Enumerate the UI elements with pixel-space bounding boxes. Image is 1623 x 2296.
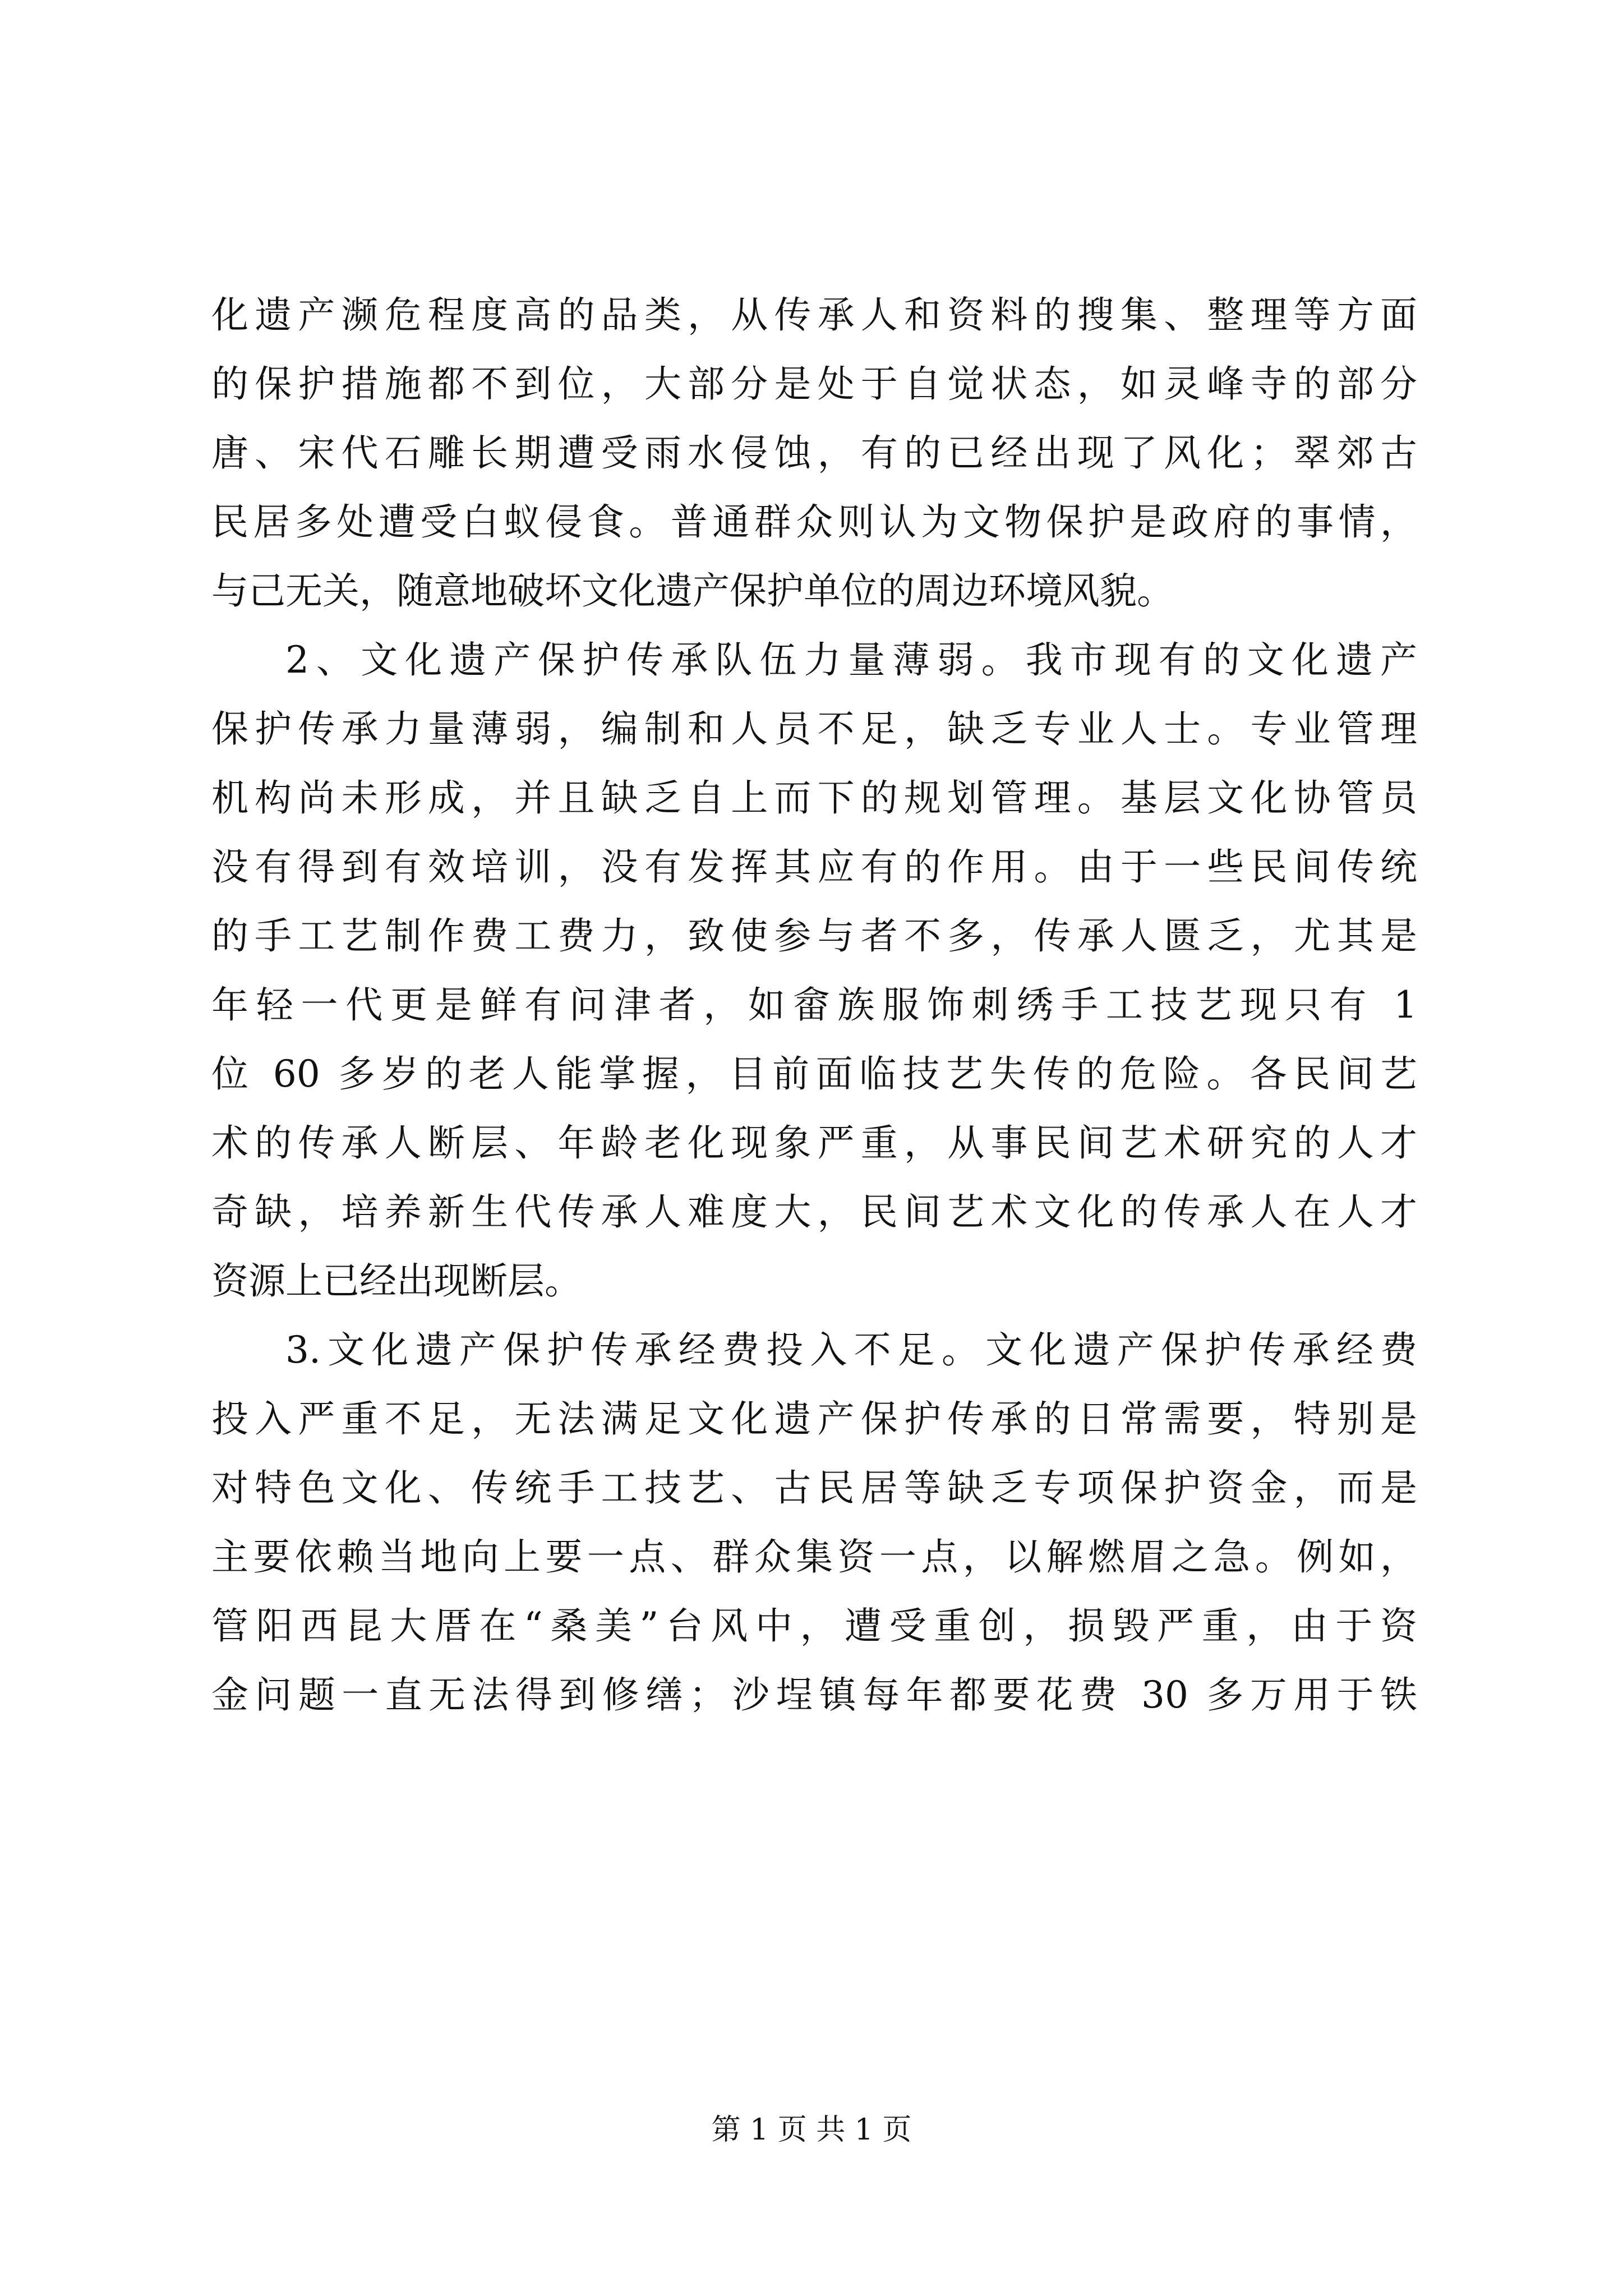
text-line: 资源上已经出现断层。	[211, 1259, 582, 1303]
text-line: 3.文化遗产保护传承经费投入不足。文化遗产保护传承经费	[285, 1328, 1417, 1372]
body-text	[211, 280, 1417, 1729]
page-footer: 第 1 页 共 1 页	[711, 2113, 912, 2147]
text-line: 投入严重不足，无法满足文化遗产保护传承的日常需要，特别是	[211, 1397, 1417, 1441]
text-line: 机构尚未形成，并且缺乏自上而下的规划管理。基层文化协管员	[211, 776, 1417, 820]
text-line: 主要依赖当地向上要一点、群众集资一点，以解燃眉之急。例如，	[211, 1535, 1417, 1579]
text-line: 的手工艺制作费工费力，致使参与者不多，传承人匮乏，尤其是	[211, 914, 1417, 958]
text-line: 的保护措施都不到位，大部分是处于自觉状态，如灵峰寺的部分	[211, 362, 1417, 406]
text-line: 金问题一直无法得到修缮；沙埕镇每年都要花费 30 多万用于铁	[211, 1673, 1417, 1717]
text-line: 与己无关，随意地破坏文化遗产保护单位的周边环境风貌。	[211, 569, 1174, 613]
text-line: 奇缺，培养新生代传承人难度大，民间艺术文化的传承人在人才	[211, 1190, 1417, 1234]
text-line: 没有得到有效培训，没有发挥其应有的作用。由于一些民间传统	[211, 845, 1417, 889]
text-line: 2、文化遗产保护传承队伍力量薄弱。我市现有的文化遗产	[285, 638, 1417, 682]
text-line: 管阳西昆大厝在“桑美”台风中，遭受重创，损毁严重，由于资	[211, 1604, 1417, 1648]
text-line: 唐、宋代石雕长期遭受雨水侵蚀，有的已经出现了风化；翠郊古	[211, 431, 1417, 475]
text-line: 年轻一代更是鲜有问津者，如畲族服饰刺绣手工技艺现只有 1	[211, 983, 1417, 1027]
paragraph-3	[211, 1315, 1417, 1729]
paragraph-1-continued	[211, 280, 1417, 625]
text-line: 位 60 多岁的老人能掌握，目前面临技艺失传的危险。各民间艺	[211, 1052, 1417, 1096]
text-line: 保护传承力量薄弱，编制和人员不足，缺乏专业人士。专业管理	[211, 707, 1417, 751]
paragraph-2	[211, 625, 1417, 1315]
text-line: 术的传承人断层、年龄老化现象严重，从事民间艺术研究的人才	[211, 1121, 1417, 1165]
text-line: 对特色文化、传统手工技艺、古民居等缺乏专项保护资金，而是	[211, 1466, 1417, 1510]
text-line: 民居多处遭受白蚁侵食。普通群众则认为文物保护是政府的事情，	[211, 500, 1417, 544]
text-line: 化遗产濒危程度高的品类，从传承人和资料的搜集、整理等方面	[211, 293, 1417, 337]
